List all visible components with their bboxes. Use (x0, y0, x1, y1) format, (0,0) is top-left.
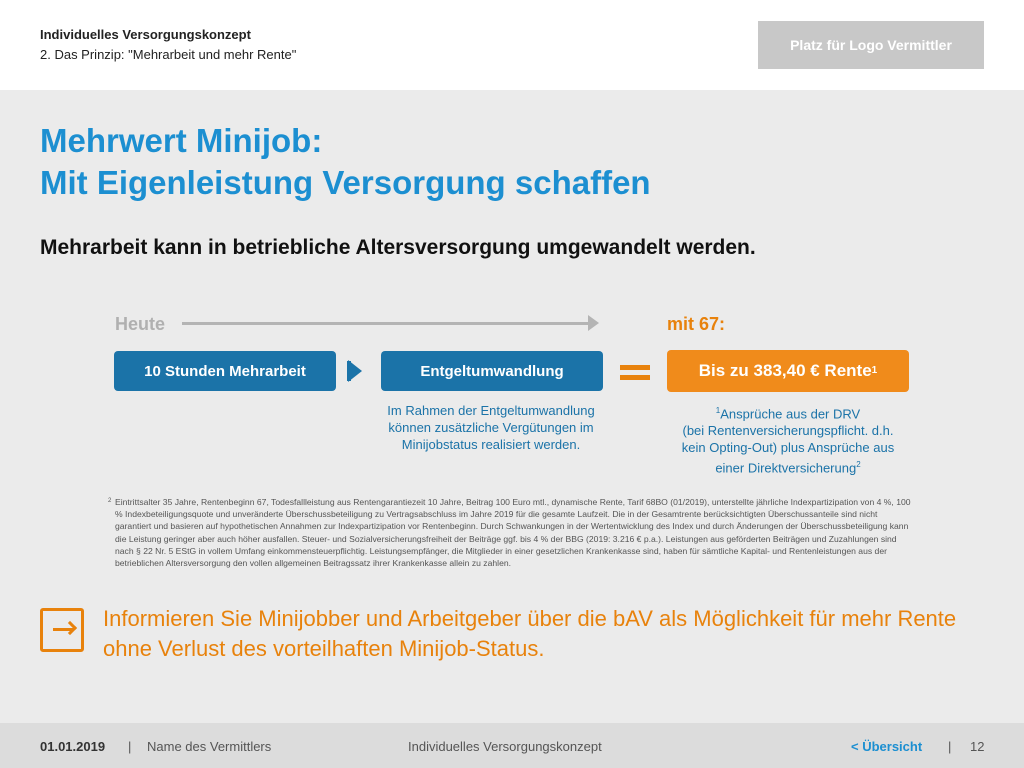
note-right-line: kein Opting-Out) plus Ansprüche aus (681, 440, 895, 456)
slide-title (40, 120, 651, 204)
footnote-text: Eintrittsalter 35 Jahre, Rentenbeginn 67, Todesfallleistung aus Rentengarantiezeit 10 Jahre, Beitrag 100 Euro mtl., dynamische Rente, Tarif 68BO (01/2019), unterstellte jährliche Indexpartizipation von 4 %, 100 % Indexbeteiligungsquote und unveränderte Überschussbeteiligung zu Vertragsabschluss im Jahre 2019 für die gesamte Laufzeit. Die in der Gesamtrente berücksichtigten Überschussanteile sind nicht garantiert und basieren auf hypothetischen Annahmen zur Indexpartizipation vor Rentenbeginn. Durch Schwankungen in der Wertentwicklung des Index und durch Änderungen der Überschussbeteiligung kann die Leistung geringer aber auch höher ausfallen. Steuer- und Sozialversicherungsfreiheit der Beiträge ggf. bis 4 % der BBG (2019: 3.216 € p.a.). Leistungen aus geförderten Beiträgen und Zuzahlungen sind nach § 22 Nr. 5 EStG in vollem Umfang einkommensteuerpflichtig. Leistungsempfänger, die Mitglieder in einer gesetzlichen Krankenkasse sind, haben für sämtliche Kapital- und Rentenleistungen aus der betrieblichen Altersversorgung den vollen allgemeinen Beitragssatz ihrer Krankenkasse allein zu zahlen. (115, 497, 911, 569)
document-title: Individuelles Versorgungskonzept (40, 27, 251, 42)
footer-separator: | (128, 739, 132, 754)
footer-bar (0, 723, 1024, 768)
note-right-text: einer Direktversicherung (715, 460, 857, 476)
slide-subtitle: Mehrarbeit kann in betriebliche Altersversorgung umgewandelt werden. (40, 236, 756, 259)
footer-date: 01.01.2019 (40, 739, 106, 754)
overview-link[interactable]: < Übersicht (851, 739, 923, 754)
box-salary-conversion: Entgeltumwandlung (381, 351, 603, 391)
footer-document-title: Individuelles Versorgungskonzept (408, 739, 602, 754)
logo-placeholder: Platz für Logo Vermittler (758, 21, 984, 69)
slide-title-line2: Mit Eigenleistung Versorgung schaffen (40, 164, 651, 201)
page-number: 12 (970, 739, 985, 754)
box-pension-label: Bis zu 383,40 € Rente (698, 361, 872, 380)
footer-separator: | (948, 739, 952, 754)
footnote-ref: 1 (715, 406, 721, 415)
label-age-67: mit 67: (667, 314, 726, 334)
section-title: 2. Das Prinzip: "Mehrarbeit und mehr Rente" (40, 47, 297, 62)
equals-icon-top-bar (620, 365, 650, 370)
note-mid-line: können zusätzliche Vergütungen im (388, 420, 594, 435)
timeline-arrow-line (182, 322, 590, 325)
arrow-right-box-icon (40, 608, 84, 652)
box-extra-work: 10 Stunden Mehrarbeit (114, 351, 336, 391)
slide-title-line1: Mehrwert Minijob: (40, 122, 323, 159)
note-mid-line: Im Rahmen der Entgeltumwandlung (387, 403, 595, 418)
note-pension (650, 402, 926, 477)
footnote-marker: 2 (108, 498, 112, 504)
note-right-text: Ansprüche aus der DRV (720, 406, 861, 422)
top-header-bar (0, 0, 1024, 90)
note-right-line (650, 456, 926, 476)
note-salary-conversion (366, 402, 616, 453)
box-pension-result: Bis zu 383,40 € Rente 1 (667, 350, 909, 392)
footnote-ref: 2 (856, 460, 861, 470)
chevron-right-icon (348, 360, 362, 382)
footnote (108, 496, 915, 569)
note-mid-line: Minijobstatus realisiert werden. (401, 437, 581, 452)
note-right-line: (bei Rentenversicherungspflicht. d.h. (682, 423, 894, 439)
info-callout: Informieren Sie Minijobber und Arbeitgeber über die bAV als Möglichkeit für mehr Rente ohne Verlust des vorteilhaften Minijob-Status. (103, 606, 957, 661)
note-right-line (650, 402, 926, 422)
equals-icon-bottom-bar (620, 375, 650, 380)
footer-agent-name: Name des Vermittlers (147, 739, 272, 754)
timeline-arrowhead-icon (588, 315, 599, 331)
label-today: Heute (115, 314, 166, 334)
